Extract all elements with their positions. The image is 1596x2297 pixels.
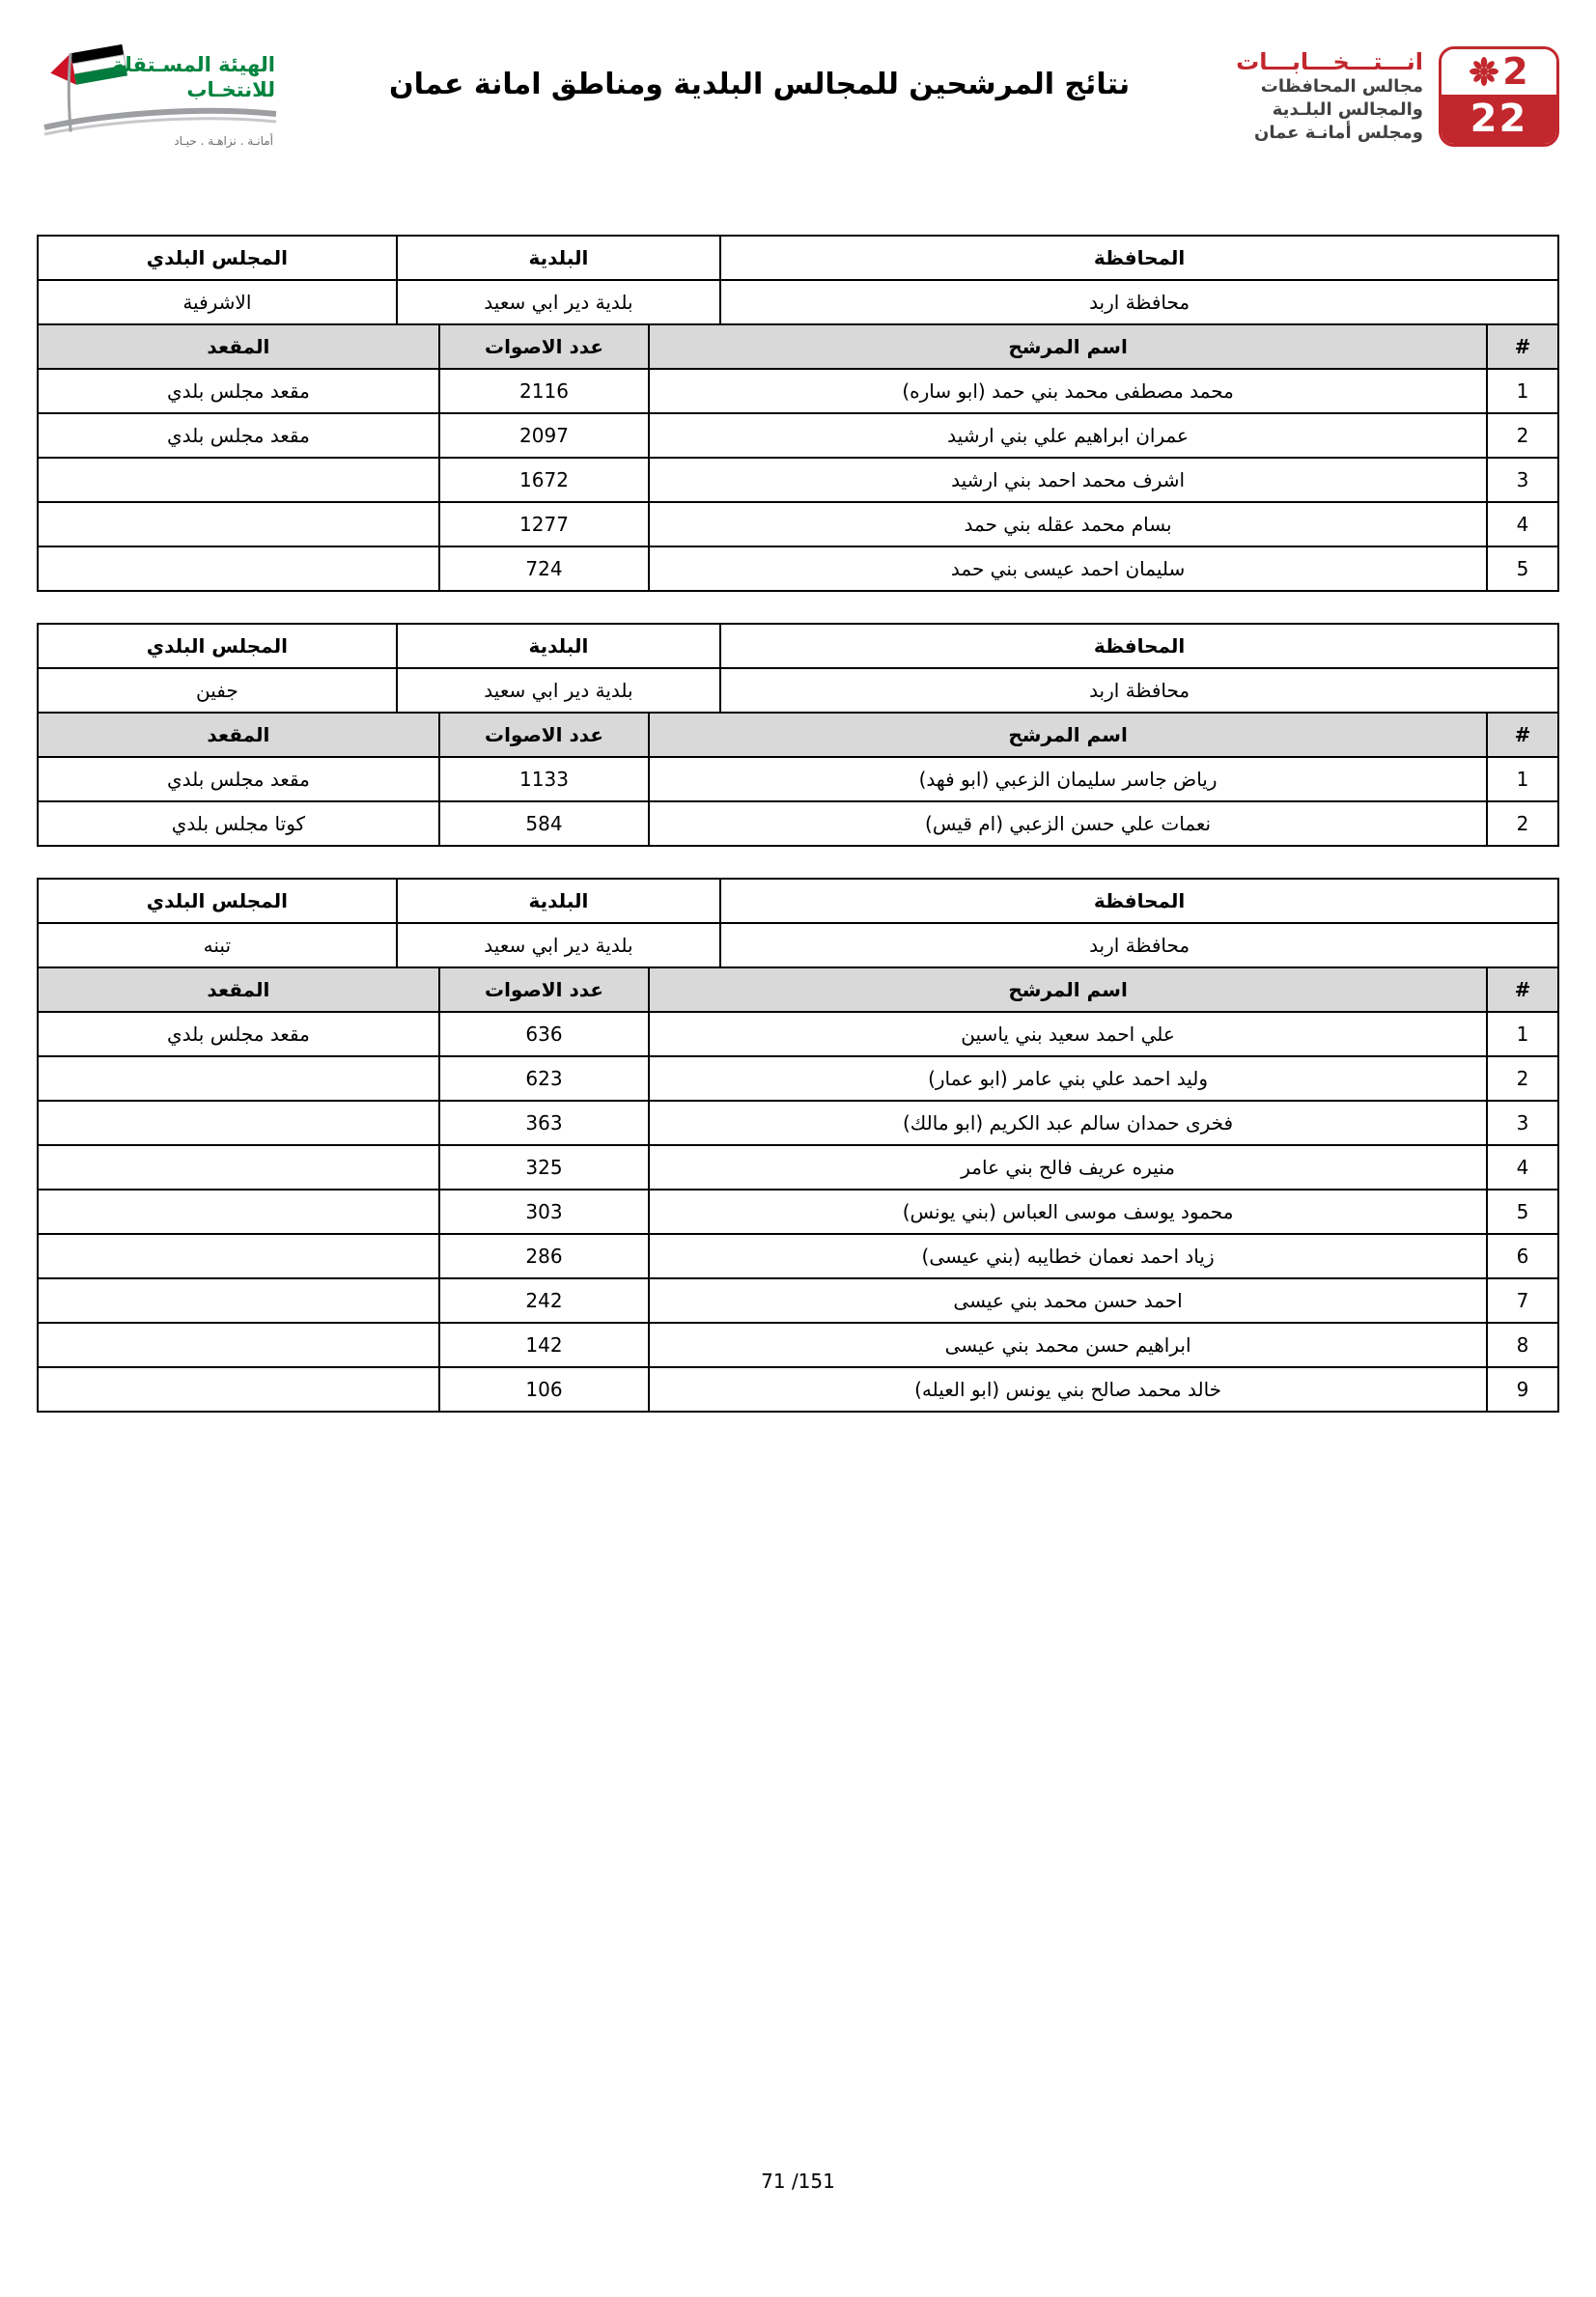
year-badge-bottom: 22 <box>1442 95 1556 144</box>
candidate-seat: كوتا مجلس بلدي <box>38 801 439 846</box>
municipality-header: البلدية <box>397 236 720 280</box>
meta-value-row <box>38 923 1558 967</box>
candidate-seat <box>38 1367 439 1412</box>
meta-value-row <box>38 280 1558 324</box>
candidate-votes: 242 <box>439 1278 649 1323</box>
votes-header: عدد الاصوات <box>439 324 649 369</box>
candidate-header: اسم المرشح <box>649 324 1487 369</box>
governorate-value: محافظة اربد <box>720 668 1558 713</box>
municipality-value: بلدية دير ابي سعيد <box>397 923 720 967</box>
candidate-seat <box>38 1323 439 1367</box>
candidate-num: 5 <box>1487 546 1558 591</box>
candidate-name: عمران ابراهيم علي بني ارشيد <box>649 413 1487 458</box>
candidate-num: 5 <box>1487 1190 1558 1234</box>
candidate-num: 1 <box>1487 369 1558 413</box>
elections-line-2: مجالس المحافظات <box>1260 75 1423 97</box>
year-2022-badge <box>1439 46 1559 147</box>
candidate-votes: 584 <box>439 801 649 846</box>
council-header: المجلس البلدي <box>38 236 397 280</box>
table-row <box>38 1145 1558 1190</box>
meta-header-row <box>38 879 1558 923</box>
meta-header-row <box>38 236 1558 280</box>
candidate-name: زياد احمد نعمان خطايبه (بني عيسى) <box>649 1234 1487 1278</box>
year-top-digit: 2 <box>1502 50 1528 94</box>
candidates-table <box>37 712 1559 847</box>
candidate-votes: 142 <box>439 1323 649 1367</box>
municipality-header: البلدية <box>397 879 720 923</box>
seat-header: المقعد <box>38 713 439 757</box>
iec-logo-title-line2: للانتخـاب <box>186 78 275 102</box>
governorate-header: المحافظة <box>720 236 1558 280</box>
table-row <box>38 1056 1558 1101</box>
flower-icon <box>1470 57 1498 86</box>
candidates-header-row <box>38 324 1558 369</box>
candidate-name: نعمات علي حسن الزعبي (ام قيس) <box>649 801 1487 846</box>
iec-logo-tagline: أمانـة . نزاهـة . حيـاد <box>174 134 273 148</box>
table-row <box>38 502 1558 546</box>
elections-word: انـــتـــخـــابـــات <box>1236 47 1423 75</box>
candidate-seat <box>38 502 439 546</box>
council-header: المجلس البلدي <box>38 624 397 668</box>
candidate-num: 2 <box>1487 1056 1558 1101</box>
iec-logo-title <box>112 52 275 103</box>
votes-header: عدد الاصوات <box>439 713 649 757</box>
seat-header: المقعد <box>38 967 439 1012</box>
candidate-votes: 724 <box>439 546 649 591</box>
result-block-3 <box>37 878 1559 1413</box>
candidates-table <box>37 323 1559 592</box>
votes-header: عدد الاصوات <box>439 967 649 1012</box>
council-value: الاشرفية <box>38 280 397 324</box>
num-header: # <box>1487 713 1558 757</box>
page-number: 71 /151 <box>761 2170 835 2193</box>
candidate-num: 7 <box>1487 1278 1558 1323</box>
candidate-votes: 106 <box>439 1367 649 1412</box>
candidate-num: 8 <box>1487 1323 1558 1367</box>
candidate-name: سليمان احمد عيسى بني حمد <box>649 546 1487 591</box>
candidate-seat <box>38 1056 439 1101</box>
candidate-votes: 286 <box>439 1234 649 1278</box>
candidate-num: 4 <box>1487 1145 1558 1190</box>
table-row <box>38 757 1558 801</box>
candidate-num: 2 <box>1487 801 1558 846</box>
iec-logo-title-line1: الهيئة المسـتقلة <box>112 53 275 76</box>
candidate-votes: 1277 <box>439 502 649 546</box>
candidate-votes: 363 <box>439 1101 649 1145</box>
meta-value-row <box>38 668 1558 713</box>
page-title: نتائج المرشحين للمجالس البلدية ومناطق امانة عمان <box>388 68 1131 101</box>
council-value: تبنه <box>38 923 397 967</box>
elections-line-3: والمجالس البلـدية <box>1272 98 1423 120</box>
table-row <box>38 1323 1558 1367</box>
table-row <box>38 1012 1558 1056</box>
council-value: جفين <box>38 668 397 713</box>
result-block-2 <box>37 623 1559 847</box>
meta-table <box>37 878 1559 968</box>
candidate-name: علي احمد سعيد بني ياسين <box>649 1012 1487 1056</box>
candidate-num: 2 <box>1487 413 1558 458</box>
table-row <box>38 1101 1558 1145</box>
num-header: # <box>1487 324 1558 369</box>
candidate-num: 6 <box>1487 1234 1558 1278</box>
candidate-name: ابراهيم حسن محمد بني عيسى <box>649 1323 1487 1367</box>
candidate-header: اسم المرشح <box>649 967 1487 1012</box>
candidate-votes: 1133 <box>439 757 649 801</box>
candidates-header-row <box>38 713 1558 757</box>
candidate-name: خالد محمد صالح بني يونس (ابو العيله) <box>649 1367 1487 1412</box>
candidate-votes: 2116 <box>439 369 649 413</box>
candidate-seat <box>38 1101 439 1145</box>
candidate-name: فخرى حمدان سالم عبد الكريم (ابو مالك) <box>649 1101 1487 1145</box>
elections-logo-text <box>1236 48 1423 146</box>
meta-table <box>37 623 1559 714</box>
meta-header-row <box>38 624 1558 668</box>
results-tables <box>37 235 1559 1413</box>
candidate-num: 3 <box>1487 1101 1558 1145</box>
candidate-votes: 1672 <box>439 458 649 502</box>
candidate-votes: 2097 <box>439 413 649 458</box>
elections-line-4: ومجلس أمانـة عمان <box>1253 123 1423 144</box>
result-block-1 <box>37 235 1559 592</box>
candidate-header: اسم المرشح <box>649 713 1487 757</box>
candidate-num: 9 <box>1487 1367 1558 1412</box>
candidate-seat: مقعد مجلس بلدي <box>38 757 439 801</box>
candidate-name: محمد مصطفى محمد بني حمد (ابو ساره) <box>649 369 1487 413</box>
table-row <box>38 1278 1558 1323</box>
table-row <box>38 1190 1558 1234</box>
candidate-name: منيره عريف فالح بني عامر <box>649 1145 1487 1190</box>
governorate-value: محافظة اربد <box>720 923 1558 967</box>
candidates-table <box>37 966 1559 1413</box>
iec-logo <box>37 39 283 150</box>
candidate-seat <box>38 458 439 502</box>
governorate-header: المحافظة <box>720 624 1558 668</box>
municipality-value: بلدية دير ابي سعيد <box>397 280 720 324</box>
document-page <box>0 39 1596 2297</box>
candidate-name: رياض جاسر سليمان الزعبي (ابو فهد) <box>649 757 1487 801</box>
municipality-value: بلدية دير ابي سعيد <box>397 668 720 713</box>
page-header <box>37 39 1559 150</box>
candidate-seat <box>38 1190 439 1234</box>
num-header: # <box>1487 967 1558 1012</box>
table-row <box>38 546 1558 591</box>
candidate-name: اشرف محمد احمد بني ارشيد <box>649 458 1487 502</box>
candidate-num: 3 <box>1487 458 1558 502</box>
candidate-num: 1 <box>1487 1012 1558 1056</box>
candidate-seat: مقعد مجلس بلدي <box>38 413 439 458</box>
candidate-seat <box>38 1234 439 1278</box>
table-row <box>38 1234 1558 1278</box>
candidate-votes: 325 <box>439 1145 649 1190</box>
municipality-header: البلدية <box>397 624 720 668</box>
candidate-seat <box>38 1278 439 1323</box>
table-row <box>38 369 1558 413</box>
table-row <box>38 458 1558 502</box>
candidate-votes: 303 <box>439 1190 649 1234</box>
candidate-seat: مقعد مجلس بلدي <box>38 369 439 413</box>
table-row <box>38 1367 1558 1412</box>
table-row <box>38 801 1558 846</box>
candidate-votes: 623 <box>439 1056 649 1101</box>
candidate-seat <box>38 546 439 591</box>
year-badge-top <box>1442 49 1556 95</box>
candidate-votes: 636 <box>439 1012 649 1056</box>
page-content <box>0 39 1596 1413</box>
candidate-name: احمد حسن محمد بني عيسى <box>649 1278 1487 1323</box>
candidates-header-row <box>38 967 1558 1012</box>
candidate-name: وليد احمد علي بني عامر (ابو عمار) <box>649 1056 1487 1101</box>
candidate-num: 1 <box>1487 757 1558 801</box>
table-row <box>38 413 1558 458</box>
governorate-value: محافظة اربد <box>720 280 1558 324</box>
elections-2022-logo <box>1236 39 1559 147</box>
governorate-header: المحافظة <box>720 879 1558 923</box>
candidate-name: محمود يوسف موسى العباس (بني يونس) <box>649 1190 1487 1234</box>
candidate-seat <box>38 1145 439 1190</box>
candidate-seat: مقعد مجلس بلدي <box>38 1012 439 1056</box>
seat-header: المقعد <box>38 324 439 369</box>
candidate-name: بسام محمد عقله بني حمد <box>649 502 1487 546</box>
candidate-num: 4 <box>1487 502 1558 546</box>
meta-table <box>37 235 1559 325</box>
council-header: المجلس البلدي <box>38 879 397 923</box>
